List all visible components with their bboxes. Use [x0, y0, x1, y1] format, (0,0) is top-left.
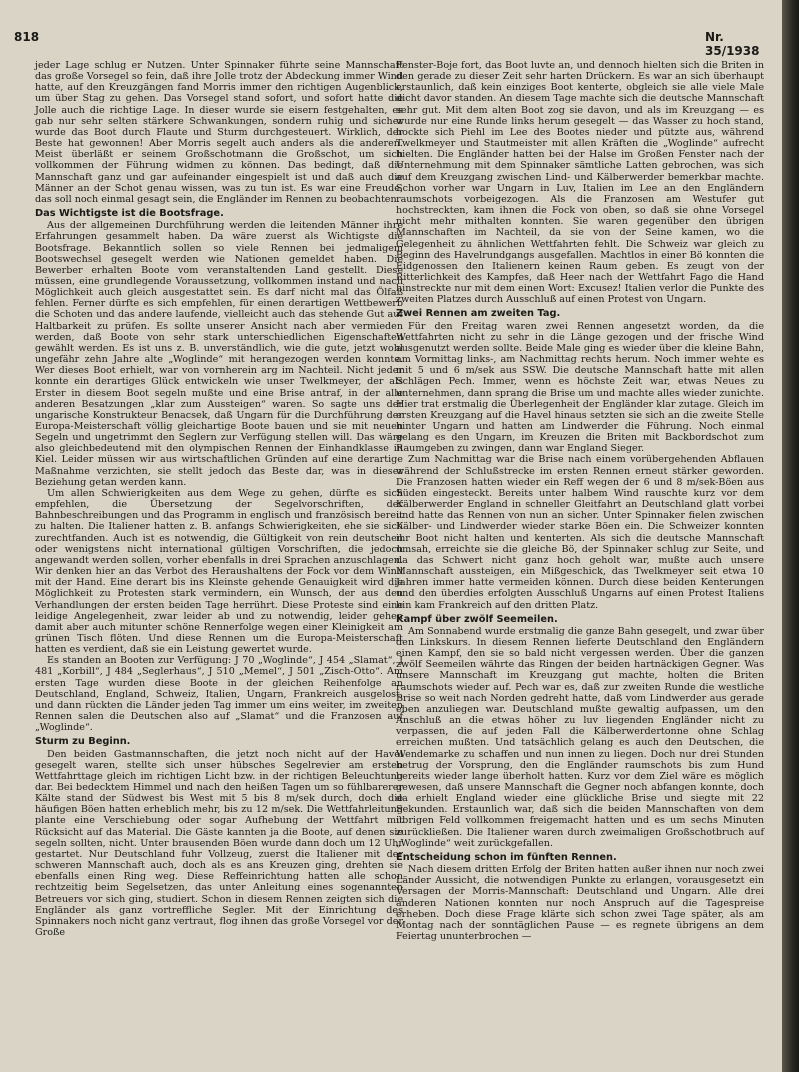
paragraph: Um allen Schwierigkeiten aus dem Wege zu gehen, dürfte es sich empfehlen, die Übersetzung der Segelvorschriften, der Bahnbeschreibungen und das Programm in englisch und französisch bereit zu halten. Die Italiener hatten z. B. anfangs Schwierigkeiten, ehe sie sich zurechtfanden. Auch ist es notwendig, die Gültigkeit von rein deutschen oder wenigstens nicht international gültigen Vorschriften, die jedoch angewandt werden sollen, vorher ebenfalls in drei Sprachen anzuschlagen. Wir denken hier an das Verbot des Heraushaltens der Fock vor dem Wind mit der Hand. Eine derart bis ins Kleinste gehende Genauigkeit wird die Möglichkeit zu Protesten stark vermindern, ein Wunsch, der aus den Verhandlungen der ersten beiden Tage herrührt. Diese Proteste sind eine leidige Angelegenheit, zwar leider ab und zu notwendig, leider gehen damit aber auch mitunter schöne Rennerfolge wegen einer Kleinigkeit am grünen Tisch flöten. Und diese Rennen um die Europa-Meisterschaft hatten es verdient, daß sie ein Leistung gewertet wurde.	[35, 487, 403, 656]
paragraph: Aus der allgemeinen Durchführung werden die leitenden Männer ihre Erfahrungen gesammelt haben. Da wäre zuerst als Wichtigste die Bootsfrage. Bekanntlich sollen so viele Rennen bei jedmaligem Bootswechsel gesegelt werden wie Nationen gemeldet haben. Die Bewerber erhalten Boote vom veranstaltenden Land gestellt. Diese müssen, eine grundlegende Voraussetzung, vollkommen instand und nach Möglichkeit auch gleich ausgestattet sein. Es darf nicht mal das Ölfaß fehlen. Ferner dürfte es sich empfehlen, für einen derartigen Wettbewerb die Schoten und das andere laufende, vielleicht auch das stehende Gut auf Haltbarkeit zu prüfen. Es sollte unserer Ansicht nach aber vermieden werden, daß Boote von sehr stark unterschiedlichen Eigenschaften gewählt werden. Es ist uns z. B. unverständlich, wie die gute, jetzt wohl ungefähr zehn Jahre alte „Woglinde“ mit herangezogen werden konnte. Wer dieses Boot erhielt, war von vornherein arg im Nachteil. Nicht jeder konnte ein derartiges Glück entwickeln wie unser Twelkmeyer, der als Erster in diesem Boot segeln mußte und eine Brise antraf, in der alle anderen Besatzungen „klar zum Aussteigen“ waren. So sagte uns der ungarische Konstrukteur Benacsek, daß Ungarn für die Durchführung der Europa-Meisterschaft völlig gleichartige Boote bauen und sie mit neuen Segeln und ungetrimmt den Seglern zur Verfügung stellen will. Das wäre also gleichbedeutend mit den olympischen Rennen der Einhandklasse in Kiel. Leider müssen wir aus wirtschaftlichen Gründen auf eine derartige Maßnahme verzichten, sie stellt jedoch das Beste dar, was in dieser Beziehung getan werden kann.	[35, 220, 403, 488]
right-column	[396, 60, 764, 942]
section-heading: Entscheidung schon im fünften Rennen.	[396, 851, 617, 863]
paragraph: Den beiden Gastmannschaften, die jetzt noch nicht auf der Havel gesegelt waren, stellte sich unser hübsches Segelrevier am ersten Wettfahrttage gleich im richtigen Licht bzw. in der richtigen Beleuchtung dar. Bei bedecktem Himmel und nach den heißen Tagen um so fühlbarerer Kälte stand der Südwest bis West mit 5 bis 8 m/sek durch, doch die häufigen Böen hatten erheblich mehr, bis zu 12 m/sek. Die Wettfahrleitung plante eine Verschiebung oder sogar Aufhebung der Wettfahrt mit Rücksicht auf das Material. Die Gäste kannten ja die Boote, auf denen sie segeln sollten, nicht. Unter brausenden Böen wurde dann doch um 12 Uhr gestartet. Nur Deutschland fuhr Vollzeug, zuerst die Italiener mit der schweren Mannschaft auch, doch als es ans Kreuzen ging, drehten sie ebenfalls einen Ring weg. Diese Reffeinrichtung hatten alle schon rechtzeitig beim Segelsetzen, das unter Anleitung eines sogenannten Betreuers vor sich ging, studiert. Schon in diesem Rennen zeigten sich die Engländer als ganz vortreffliche Segler. Mit der Einrichtung des Spinnakers noch nicht ganz vertraut, flog ihnen das große Vorsegel vor der Große	[35, 748, 403, 939]
paragraph: Nach diesem dritten Erfolg der Briten hatten außer ihnen nur noch zwei Länder Aussicht, die notwendigen Punkte zu erlangen, vorausgesetzt ein Versagen der Morris-Mannschaft: Deutschland und Ungarn. Alle drei anderen Nationen konnten nur noch Anspruch auf die Tagespreise erheben. Doch diese Frage klärte sich schon zwei Tage später, als am Montag nach der sonntäglichen Pause — es regnete übrigens an dem Feiertag ununterbrochen —	[396, 864, 764, 943]
section-heading: Kampf über zwölf Seemeilen.	[396, 613, 558, 625]
paragraph: Zum Nachmittag war die Brise nach einem vorübergehenden Abflauen während der Schlußstrecke im ersten Rennen erneut stärker geworden. Die Franzosen hatten wieder ein Reff wegen der 6 und 8 m/sek-Böen aus Süden eingesteckt. Bereits unter halbem Wind rauschte kurz vor dem Kälberwerder England in schneller Gleitfahrt an Deutschland glatt vorbei und hatte das Rennen von nun an sicher. Unter Spinnaker fielen zwischen Kälber- und Lindwerder wieder starke Böen ein. Die Schweizer konnten ihr Boot nicht halten und kenterten. Als sich die deutsche Mannschaft umsah, erreichte sie die gleiche Bö, der Spinnaker schlug zur Seite, und da das Schwert nicht ganz hoch geholt war, mußte auch unsere Mannschaft aussteigen, ein Mißgeschick, das Twelkmeyer seit etwa 10 Jahren immer hatte vermeiden können. Durch diese beiden Kenterungen und den überdies erfolgten Ausschluß Ungarns auf einen Protest Italiens hin kam Frankreich auf den dritten Platz.	[396, 454, 764, 611]
section-heading: Zwei Rennen am zweiten Tag.	[396, 308, 561, 320]
page-number: 818	[14, 30, 40, 44]
paragraph: Am Sonnabend wurde erstmalig die ganze Bahn gesegelt, und zwar über den Linkskurs. In diesem Rennen lieferte Deutschland den Engländern einen Kampf, den sie so bald nicht vergessen werden. Über die ganzen zwölf Seemeilen währte das Ringen der beiden hartnäckigen Gegner. Was unsere Mannschaft im Kreuzgang gut machte, holten die Briten raumschots wieder auf. Pech war es, daß zur zweiten Runde die westliche Brise so weit nach Norden gedreht hatte, daß vom Lindwerder aus gerade eben anzuliegen war. Deutschland mußte gewaltig aufpassen, um den Anschluß an die etwas höher zu luv liegenden Engländer nicht zu verpassen, die auf jeden Fall die Kälberwerdertonne ohne Schlag erreichen mußten. Und tatsächlich gelang es auch den Deutschen, die Wendemarke zu schaffen und nun innen zu liegen. Doch nur drei Stunden betrug der Vorsprung, den die Engländer raumschots bis zum Hund bereits wieder lange überholt hatten. Kurz vor dem Ziel wäre es möglich gewesen, daß unsere Mannschaft die Gegner noch abfangen konnte, doch da erhielt England wieder eine glückliche Brise und siegte mit 22 Sekunden. Erstaunlich war, daß sich die beiden Mannschaften von dem übrigen Feld vollkommen freigemacht hatten und es um sechs Minuten zurückließen. Die Italiener waren durch zweimaligen Großschotbruch auf „Woglinde“ weit zurückgefallen.	[396, 625, 764, 849]
page-binding-edge	[782, 0, 799, 1072]
paragraph: Für den Freitag waren zwei Rennen angesetzt worden, da die Wettfahrten nicht zu sehr in die Länge gezogen und der frische Wind ausgenutzt werden sollte. Beide Male ging es wieder über die kleine Bahn, am Vormittag links-, am Nachmittag rechts herum. Noch immer wehte es mit 5 und 6 m/sek aus SSW. Die deutsche Mannschaft hatte mit allen Schlägen Pech. Immer, wenn es höchste Zeit war, etwas Neues zu unternehmen, dann sprang die Brise um und machte alles wieder zunichte. Hier trat erstmalig die Überlegenheit der Engländer klar zutage. Gleich im ersten Kreuzgang auf die Havel hinaus setzten sie sich an die zweite Stelle hinter Ungarn und hatten am Lindwerder die Führung. Noch einmal gelang es den Ungarn, im Kreuzen die Briten mit Backbordschot zum Raumgeben zu zwingen, dann war England Sieger.	[396, 320, 764, 455]
issue-number: Nr. 35/1938	[705, 30, 760, 58]
left-column	[35, 60, 403, 938]
paragraph: Fenster-Boje fort, das Boot luvte an, und dennoch hielten sich die Briten in den gerade zu dieser Zeit sehr harten Drückern. Es war an sich überhaupt erstaunlich, daß kein einziges Boot kenterte, obgleich sie alle viele Male dicht davor standen. An diesem Tage machte sich die deutsche Mannschaft sehr gut. Mit dem alten Boot zog sie davon, und als im Kreuzgang — es wurde nur eine Runde links herum gesegelt — das Wasser zu hoch stand, hockte sich Piehl im Lee des Bootes nieder und pützte aus, während Twelkmeyer und Stautmeister mit allen Kräften die „Woglinde“ aufrecht hielten. Die Engländer hatten bei der Halse im Großen Fenster nach der Unternehmung mit dem Spinnaker sämtliche Latten gebrochen, was sich auf dem Kreuzgang zwischen Lind- und Kälberwerder bemerkbar machte. Schon vorher war Ungarn in Luv, Italien im Lee an den Engländern raumschots vorbeigezogen. Als die Franzosen am Westufer gut hochstreckten, kam ihnen die Fock von oben, so daß sie ohne Vorsegel nicht mehr mithalten konnten. Sie waren gegenüber den übrigen Mannschaften im Nachteil, da sie von der Seine kamen, wo die Gelegenheit zu ähnlichen Wettfahrten fehlt. Die Schweiz war gleich zu Beginn des Havelrundgangs ausgefallen. Machtlos in einer Bö konnten die Eidgenossen den Italienern keinen Raum geben. Es zeugt von der Ritterlichkeit des Kampfes, daß Heer nach der Wettfahrt Fago die Hand hinstreckte nur mit dem einen Wort: Excusez! Italien verlor die Punkte des zweiten Platzes durch Ausschluß auf einen Protest von Ungarn.	[396, 60, 764, 306]
paragraph: jeder Lage schlug er Nutzen. Unter Spinnaker führte seine Mannschaft das große Vorsegel so fein, daß ihre Jolle trotz der Abdeckung immer Wind hatte, auf den Kreuzgängen fand Morris immer den richtigen Augenblick, um über Stag zu gehen. Das Vorsegel stand sofort, und sofort hatte die Jolle auch die richtige Lage. In dieser wurde sie eisern festgehalten, es gab nur sehr selten stärkere Schwankungen, sondern ruhig und sicher wurde das Boot durch Flaute und Sturm durchgesteuert. Wirklich, der Beste hat gewonnen! Aber Morris segelt auch anders als die anderen. Meist überläßt er seinem Großschotmann die Großschot, um sich vollkommen der Führung widmen zu können. Das bedingt, daß die Mannschaft ganz und gar aufeinander eingespielt ist und daß auch die Männer an der Schot genau wissen, was zu tun ist. Es war eine Freude, das soll noch einmal gesagt sein, die Engländer im Rennen zu beobachten.	[35, 60, 403, 205]
section-heading: Das Wichtigste ist die Bootsfrage.	[35, 208, 224, 220]
section-heading: Sturm zu Beginn.	[35, 736, 131, 748]
paragraph: Es standen an Booten zur Verfügung: J 70 „Woglinde“, J 454 „Slamat“, J 481 „Korbill“, J 484 „Seglerhaus“, J 510 „Memel“, J 501 „Zisch-Otto“. Am ersten Tage wurden diese Boote in der gleichen Reihenfolge an Deutschland, England, Schweiz, Italien, Ungarn, Frankreich ausgelost, und dann rückten die Länder jeden Tag immer um eins weiter, im zweiten Rennen salen die Deutschen also auf „Slamat“ und die Franzosen auf „Woglinde“.	[35, 655, 403, 734]
